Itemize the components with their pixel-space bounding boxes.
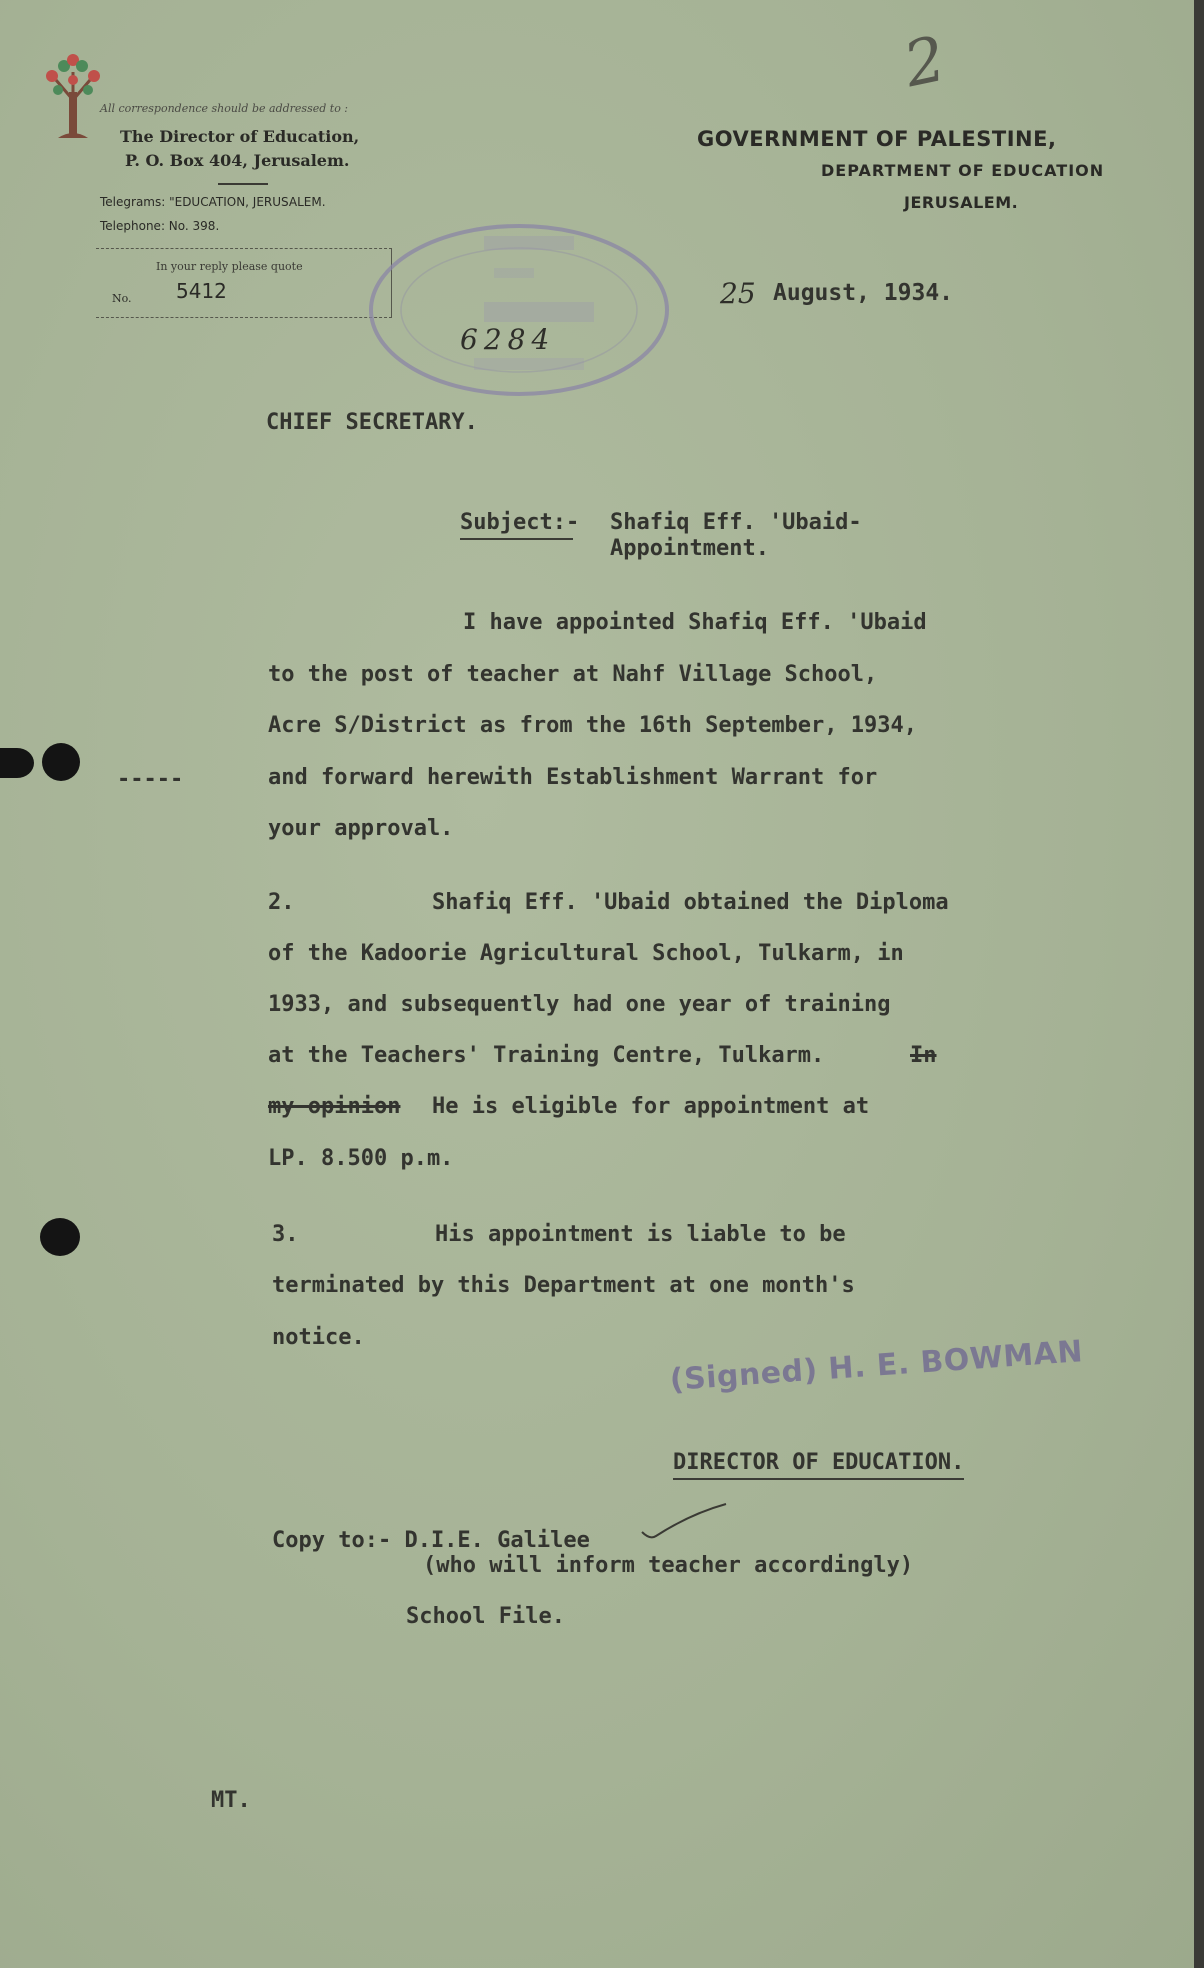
paragraph-2-line: at the Teachers' Training Centre, Tulkarm. [268, 1043, 825, 1068]
addressee-box: P. O. Box 404, Jerusalem. [125, 151, 350, 170]
paragraph-1-line: to the post of teacher at Nahf Village School, [268, 662, 878, 687]
paragraph-3-line: terminated by this Department at one month's [272, 1273, 855, 1298]
paragraph-2-line: Shafiq Eff. 'Ubaid obtained the Diploma [432, 890, 949, 915]
page-edge [1194, 0, 1204, 1968]
reply-box [96, 248, 392, 318]
margin-dash: ----- [117, 767, 184, 792]
reference-number: 5412 [176, 279, 227, 303]
addressee-title: The Director of Education, [120, 127, 360, 146]
punch-hole [0, 748, 34, 778]
check-mark-icon [640, 1500, 730, 1550]
stamp-number: 6284 [460, 323, 556, 356]
paragraph-2-line: LP. 8.500 p.m. [268, 1146, 454, 1171]
subject-line-2: Appointment. [610, 536, 769, 561]
paragraph-1-line: and forward herewith Establishment Warrant for [268, 765, 878, 790]
signature-stamp: (Signed) H. E. BOWMAN [668, 1334, 1085, 1398]
telephone: Telephone: No. 398. [100, 219, 220, 233]
telegrams: Telegrams: "EDUCATION, JERUSALEM. [100, 195, 326, 209]
struck-text: my opinion [268, 1094, 401, 1119]
letter-date: August, 1934. [773, 280, 954, 306]
city-heading: JERUSALEM. [904, 193, 1019, 212]
reply-label: In your reply please quote [156, 260, 303, 273]
tree-emblem-icon [38, 50, 108, 140]
copy-school-file: School File. [406, 1604, 565, 1629]
punch-hole [42, 743, 80, 781]
paragraph-2-line: He is eligible for appointment at [432, 1094, 870, 1119]
paragraph-2-line: 1933, and subsequently had one year of training [268, 992, 891, 1017]
correspondence-note: All correspondence should be addressed to : [100, 102, 349, 115]
reply-no-label: No. [112, 292, 132, 305]
subject-line-1: Shafiq Eff. 'Ubaid- [610, 510, 862, 535]
paragraph-number: 3. [272, 1222, 299, 1247]
paragraph-3-line: His appointment is liable to be [435, 1222, 846, 1247]
copy-to-line: Copy to:- D.I.E. Galilee [272, 1528, 590, 1553]
punch-hole [40, 1218, 80, 1256]
paragraph-2-line: of the Kadoorie Agricultural School, Tulkarm, in [268, 941, 904, 966]
signatory-title: DIRECTOR OF EDUCATION. [673, 1450, 965, 1475]
received-stamp [364, 218, 674, 402]
department-heading: DEPARTMENT OF EDUCATION [821, 161, 1105, 180]
divider [218, 183, 268, 185]
folio-number: 2 [897, 21, 952, 102]
government-heading: GOVERNMENT OF PALESTINE, [697, 127, 1057, 151]
paragraph-number: 2. [268, 890, 295, 915]
paragraph-1-line: I have appointed Shafiq Eff. 'Ubaid [463, 610, 927, 635]
date-day: 25 [720, 277, 756, 310]
typist-initials: MT. [211, 1788, 251, 1813]
addressee: CHIEF SECRETARY. [266, 410, 478, 435]
subject-label: Subject:- [460, 510, 580, 535]
paragraph-1-line: Acre S/District as from the 16th September, 1934, [268, 713, 918, 738]
paragraph-1-line: your approval. [268, 816, 454, 841]
copy-note: (who will inform teacher accordingly) [423, 1553, 914, 1578]
paragraph-3-line: notice. [272, 1325, 365, 1350]
struck-text: In [910, 1043, 937, 1068]
